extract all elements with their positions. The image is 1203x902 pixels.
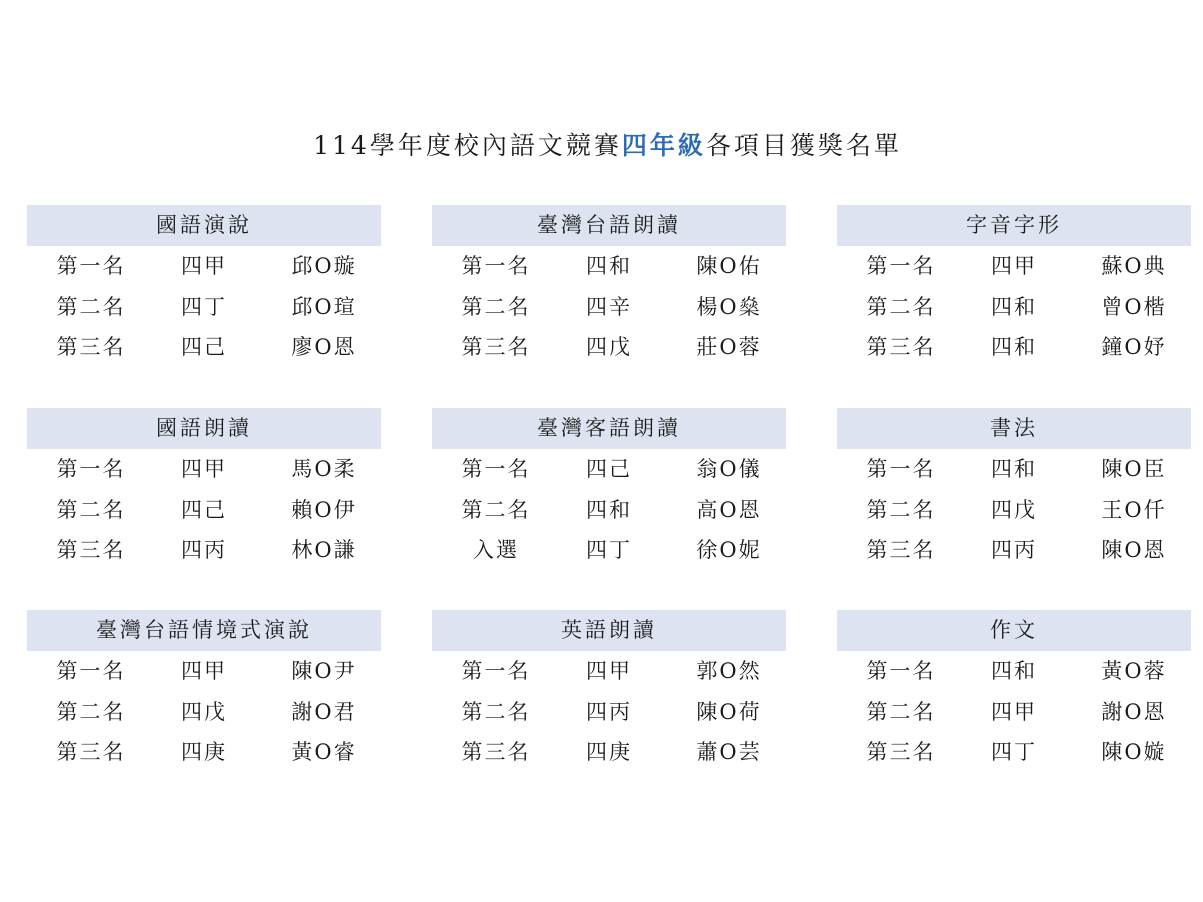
award-block — [432, 610, 786, 773]
rank-label: 第三名 — [866, 740, 936, 764]
award-row — [432, 530, 786, 571]
class-label: 四庚 — [181, 740, 227, 764]
winner-name: 賴O伊 — [291, 497, 357, 522]
award-row — [837, 246, 1191, 287]
award-block — [27, 205, 381, 368]
rank-label: 第二名 — [461, 294, 531, 319]
category-header: 臺灣客語朗讀 — [432, 408, 786, 449]
class-label: 四和 — [991, 294, 1037, 319]
category-header: 臺灣台語朗讀 — [432, 205, 786, 246]
award-block — [837, 205, 1191, 368]
award-row — [27, 490, 381, 531]
winner-name: 陳O荷 — [696, 699, 762, 724]
winner-name: 楊O燊 — [696, 294, 762, 319]
award-block — [27, 610, 381, 773]
class-label: 四己 — [181, 335, 227, 359]
winner-name: 馬O柔 — [291, 457, 357, 481]
award-row — [27, 246, 381, 287]
rank-label: 第一名 — [461, 659, 531, 683]
class-label: 四丙 — [586, 699, 632, 724]
class-label: 四和 — [991, 335, 1037, 359]
rank-label: 第二名 — [866, 699, 936, 724]
winner-name: 陳O尹 — [291, 659, 357, 683]
winner-name: 林O謙 — [291, 538, 357, 562]
winner-name: 陳O佑 — [696, 254, 762, 278]
class-label: 四丙 — [991, 538, 1037, 562]
rank-label: 第三名 — [56, 335, 126, 359]
award-row — [432, 246, 786, 287]
award-row — [27, 692, 381, 733]
award-block — [432, 205, 786, 368]
class-label: 四丙 — [181, 538, 227, 562]
page-title — [0, 126, 1203, 166]
award-row — [27, 449, 381, 490]
winner-name: 邱O瑄 — [291, 294, 357, 319]
award-block — [837, 408, 1191, 571]
rank-label: 第一名 — [866, 659, 936, 683]
rank-label: 第二名 — [56, 294, 126, 319]
category-header: 英語朗讀 — [432, 610, 786, 651]
winner-name: 謝O恩 — [1101, 699, 1167, 724]
winner-name: 謝O君 — [291, 699, 357, 724]
class-label: 四和 — [991, 659, 1037, 683]
award-row — [27, 732, 381, 773]
class-label: 四辛 — [586, 294, 632, 319]
award-block — [432, 408, 786, 571]
rank-label: 第一名 — [866, 457, 936, 481]
winner-name: 黃O蓉 — [1101, 659, 1167, 683]
award-row — [27, 287, 381, 328]
rank-label: 第二名 — [866, 497, 936, 522]
award-row — [432, 490, 786, 531]
class-label: 四己 — [181, 497, 227, 522]
award-row — [432, 732, 786, 773]
award-row — [837, 449, 1191, 490]
award-row — [432, 692, 786, 733]
class-label: 四甲 — [991, 254, 1037, 278]
class-label: 四丁 — [181, 294, 227, 319]
rank-label: 入選 — [473, 538, 519, 562]
rank-label: 第一名 — [56, 254, 126, 278]
title-prefix: 114學年度校內語文競賽 — [313, 131, 622, 160]
rank-label: 第三名 — [56, 740, 126, 764]
rank-label: 第三名 — [56, 538, 126, 562]
rank-label: 第一名 — [866, 254, 936, 278]
winner-name: 高O恩 — [696, 497, 762, 522]
rank-label: 第一名 — [461, 254, 531, 278]
award-row — [27, 651, 381, 692]
winner-name: 蘇O典 — [1101, 254, 1167, 278]
winner-name: 黃O睿 — [291, 740, 357, 764]
class-label: 四甲 — [991, 699, 1037, 724]
class-label: 四甲 — [586, 659, 632, 683]
award-row — [432, 449, 786, 490]
class-label: 四甲 — [181, 659, 227, 683]
rank-label: 第三名 — [866, 538, 936, 562]
class-label: 四丁 — [991, 740, 1037, 764]
award-row — [432, 651, 786, 692]
winner-name: 廖O恩 — [291, 335, 357, 359]
winner-name: 陳O嫙 — [1101, 740, 1167, 764]
rank-label: 第三名 — [461, 740, 531, 764]
rank-label: 第三名 — [461, 335, 531, 359]
award-row — [837, 651, 1191, 692]
winner-name: 蕭O芸 — [696, 740, 762, 764]
rank-label: 第一名 — [56, 659, 126, 683]
winner-name: 莊O蓉 — [696, 335, 762, 359]
winner-name: 鐘O妤 — [1101, 335, 1167, 359]
winner-name: 邱O璇 — [291, 254, 357, 278]
class-label: 四戊 — [586, 335, 632, 359]
class-label: 四戊 — [181, 699, 227, 724]
class-label: 四甲 — [181, 457, 227, 481]
rank-label: 第二名 — [461, 497, 531, 522]
category-header: 書法 — [837, 408, 1191, 449]
award-block — [837, 610, 1191, 773]
award-row — [837, 732, 1191, 773]
class-label: 四和 — [586, 497, 632, 522]
award-row — [27, 530, 381, 571]
class-label: 四和 — [586, 254, 632, 278]
class-label: 四甲 — [181, 254, 227, 278]
rank-label: 第二名 — [461, 699, 531, 724]
award-row — [837, 287, 1191, 328]
category-header: 臺灣台語情境式演說 — [27, 610, 381, 651]
winner-name: 翁O儀 — [696, 457, 762, 481]
rank-label: 第一名 — [56, 457, 126, 481]
award-row — [837, 530, 1191, 571]
winner-name: 陳O恩 — [1101, 538, 1167, 562]
award-row — [837, 327, 1191, 368]
class-label: 四庚 — [586, 740, 632, 764]
winner-name: 曾O楷 — [1101, 294, 1167, 319]
rank-label: 第三名 — [866, 335, 936, 359]
category-header: 國語朗讀 — [27, 408, 381, 449]
class-label: 四戊 — [991, 497, 1037, 522]
rank-label: 第一名 — [461, 457, 531, 481]
class-label: 四丁 — [586, 538, 632, 562]
award-row — [837, 490, 1191, 531]
winner-name: 陳O臣 — [1101, 457, 1167, 481]
title-suffix: 各項目獲獎名單 — [705, 131, 902, 160]
rank-label: 第二名 — [56, 497, 126, 522]
class-label: 四己 — [586, 457, 632, 481]
winner-name: 王O仟 — [1101, 497, 1167, 522]
award-row — [27, 327, 381, 368]
award-block — [27, 408, 381, 571]
award-row — [432, 287, 786, 328]
award-row — [837, 692, 1191, 733]
rank-label: 第二名 — [866, 294, 936, 319]
rank-label: 第二名 — [56, 699, 126, 724]
category-header: 字音字形 — [837, 205, 1191, 246]
class-label: 四和 — [991, 457, 1037, 481]
winner-name: 郭O然 — [696, 659, 762, 683]
category-header: 國語演說 — [27, 205, 381, 246]
award-row — [432, 327, 786, 368]
category-header: 作文 — [837, 610, 1191, 651]
title-highlight: 四年級 — [621, 131, 706, 160]
winner-name: 徐O妮 — [696, 538, 762, 562]
